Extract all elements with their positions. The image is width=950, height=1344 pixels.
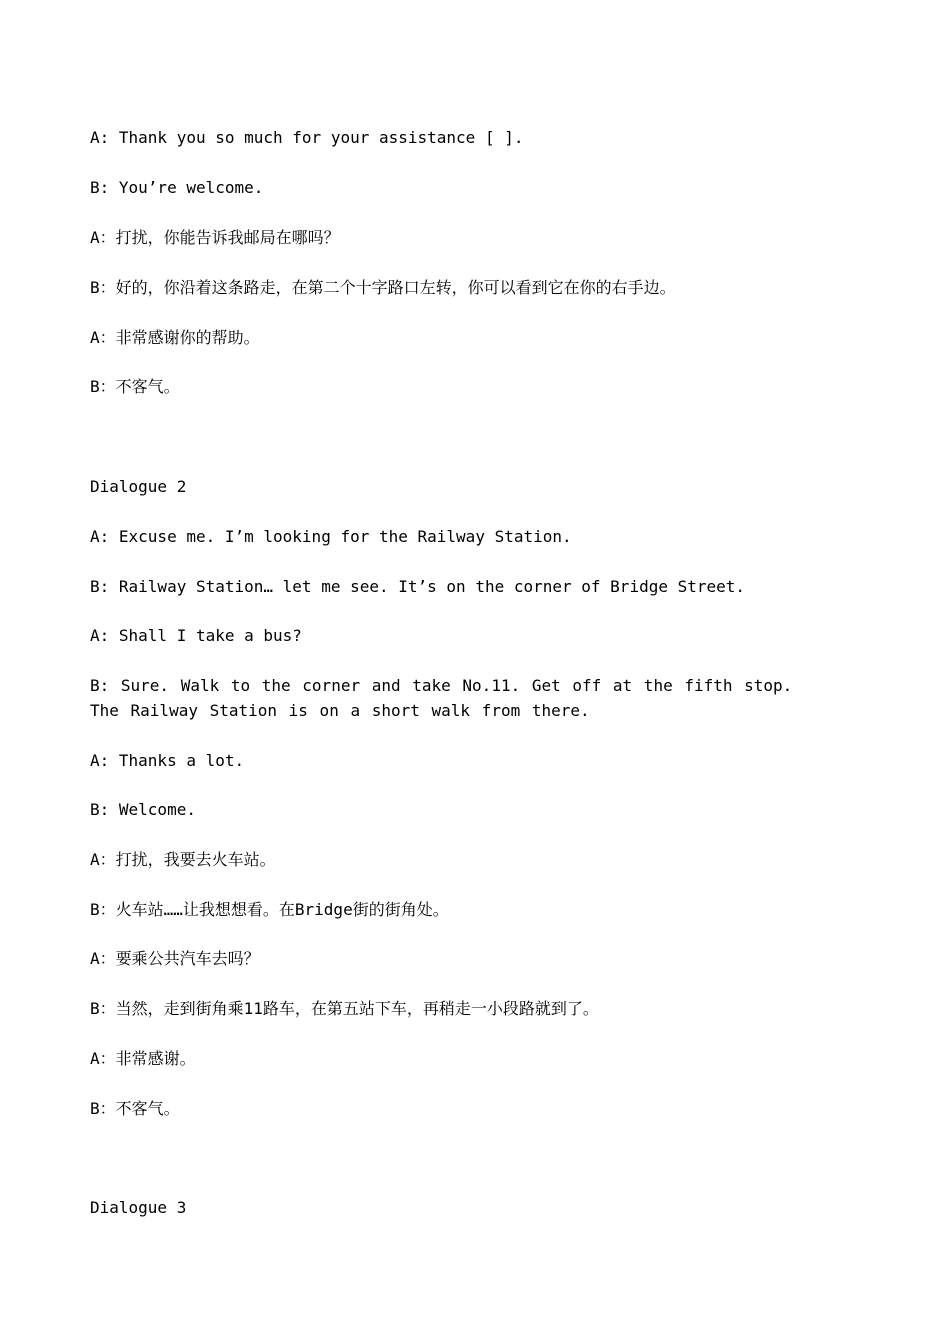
dialogue-line: B：不客气。: [90, 377, 180, 396]
dialogue-line: B：火车站……让我想想看。在Bridge街的街角处。: [90, 900, 449, 919]
dialogue-heading: Dialogue 3: [90, 1198, 187, 1217]
dialogue-line: A: Thank you so much for your assistance [ ].: [90, 128, 524, 147]
dialogue-line: A：打扰，你能告诉我邮局在哪吗？: [90, 228, 340, 247]
dialogue-line: A：打扰，我要去火车站。: [90, 850, 276, 869]
dialogue-line: A：非常感谢。: [90, 1049, 196, 1068]
dialogue-line: A: Thanks a lot.: [90, 751, 245, 770]
dialogue-line: A: Excuse me. I’m looking for the Railway Station.: [90, 527, 572, 546]
dialogue-line: A: Shall I take a bus?: [90, 626, 302, 645]
dialogue-heading: Dialogue 2: [90, 477, 187, 496]
dialogue-line: B: Sure. Walk to the corner and take No.11. Get off at the fifth stop. The Railway Station is on a short walk from there.: [90, 676, 793, 720]
dialogue-line: B: You’re welcome.: [90, 178, 264, 197]
dialogue-line: B：当然，走到街角乘11路车，在第五站下车，再稍走一小段路就到了。: [90, 999, 599, 1018]
dialogue-line: A：要乘公共汽车去吗？: [90, 949, 260, 968]
dialogue-line: B: Welcome.: [90, 800, 196, 819]
dialogue-line: B：不客气。: [90, 1099, 180, 1118]
dialogue-line: B: Railway Station… let me see. It’s on the corner of Bridge Street.: [90, 577, 746, 596]
dialogue-line: A：非常感谢你的帮助。: [90, 328, 260, 347]
dialogue-line: B：好的，你沿着这条路走，在第二个十字路口左转，你可以看到它在你的右手边。: [90, 278, 676, 297]
